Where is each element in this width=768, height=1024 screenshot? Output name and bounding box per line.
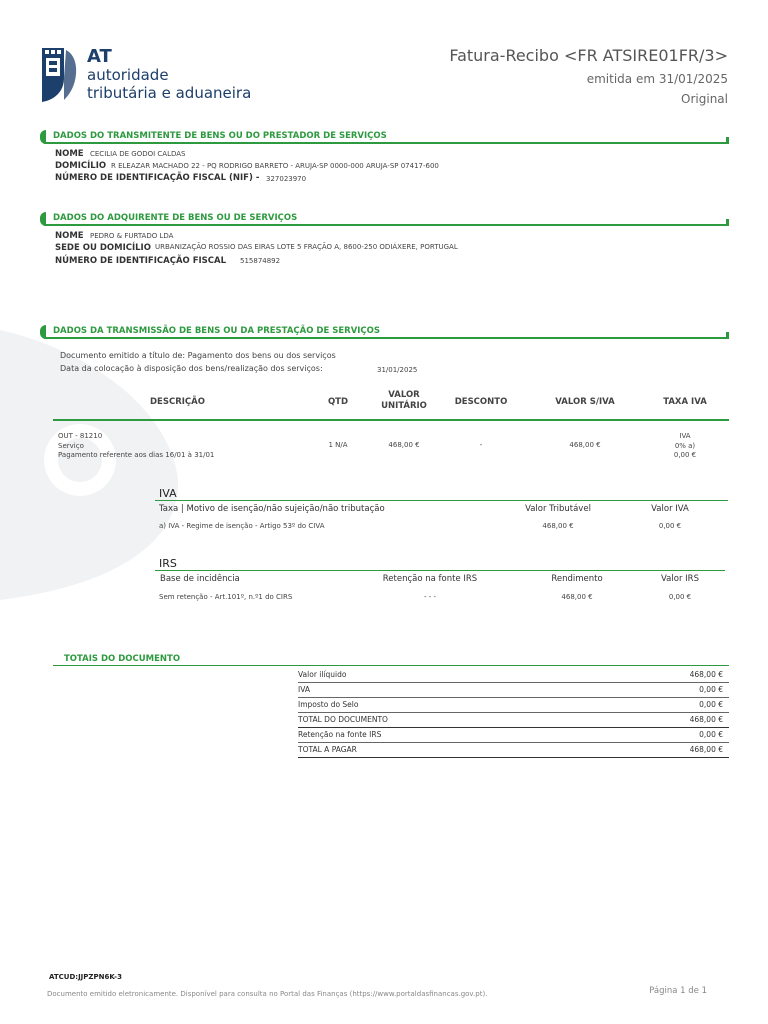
logo-abbreviation: AT xyxy=(87,46,112,67)
buyer-nif: 515874892 xyxy=(240,257,281,265)
totals-label: IVA xyxy=(298,685,310,694)
irs-col-income: Rendimento xyxy=(551,574,603,584)
col-unit-value: VALOR UNITÁRIO xyxy=(381,390,427,411)
issued-as-text: Documento emitido a título de: Pagamento dos bens ou dos serviços xyxy=(60,351,336,360)
totals-row-irs-withholding xyxy=(298,727,729,743)
iva-reason: a) IVA - Regime de isenção - Artigo 53º do CIVA xyxy=(159,522,325,530)
buyer-address-label: SEDE OU DOMICÍLIO xyxy=(55,243,151,253)
item-tax-value: 0,00 € xyxy=(673,451,697,459)
totals-value: 468,00 € xyxy=(689,715,723,724)
item-net-value: 468,00 € xyxy=(569,441,601,449)
irs-col-value: Valor IRS xyxy=(661,574,699,584)
irs-rule xyxy=(155,570,725,571)
iva-base: 468,00 € xyxy=(542,522,574,530)
issue-date: emitida em 31/01/2025 xyxy=(586,72,728,86)
totals-value: 468,00 € xyxy=(689,745,723,754)
irs-title: IRS xyxy=(159,557,177,570)
seller-nif-label: NÚMERO DE IDENTIFICAÇÃO FISCAL (NIF) - xyxy=(55,173,260,183)
copy-type: Original xyxy=(681,92,728,106)
buyer-nif-label: NÚMERO DE IDENTIFICAÇÃO FISCAL xyxy=(55,256,227,266)
seller-address: R ELEAZAR MACHADO 22 - PQ RODRIGO BARRETO - ARUJA-SP 0000-000 ARUJA-SP 07417-600 xyxy=(111,162,439,170)
col-tax-rate: TAXA IVA xyxy=(663,397,707,407)
totals-rule xyxy=(53,665,729,666)
buyer-section-header xyxy=(40,212,729,226)
irs-base: Sem retenção - Art.101º, n.º1 do CIRS xyxy=(159,593,293,601)
atcud-code: ATCUD:JJPZPN6K-3 xyxy=(49,973,122,981)
col-quantity: QTD xyxy=(327,397,349,407)
seller-nif: 327023970 xyxy=(266,175,307,183)
buyer-name-label: NOME xyxy=(55,231,84,241)
col-description: DESCRIÇÃO xyxy=(150,397,205,407)
seller-section-header xyxy=(40,130,729,144)
irs-withholding: - - - xyxy=(423,593,437,601)
iva-col-rate: Taxa | Motivo de isenção/não sujeição/não tributação xyxy=(159,504,385,514)
irs-value: 0,00 € xyxy=(668,593,692,601)
iva-value: 0,00 € xyxy=(658,522,682,530)
iva-title: IVA xyxy=(159,487,177,500)
availability-date: 31/01/2025 xyxy=(377,366,418,374)
col-discount: DESCONTO xyxy=(454,397,508,407)
col-net-value: VALOR S/IVA xyxy=(555,397,615,407)
item-type: Serviço xyxy=(58,441,84,450)
totals-value: 0,00 € xyxy=(699,700,723,709)
seller-address-label: DOMICÍLIO xyxy=(55,161,107,171)
totals-row-iva xyxy=(298,682,729,698)
document-title: Fatura-Recibo <FR ATSIRE01FR/3> xyxy=(449,46,728,65)
irs-income: 468,00 € xyxy=(561,593,593,601)
transmission-section-header xyxy=(40,325,729,339)
totals-row-stamp-duty xyxy=(298,697,729,713)
item-discount: - xyxy=(479,441,483,449)
logo-line-2: tributária e aduaneira xyxy=(87,84,252,102)
buyer-section-title: DADOS DO ADQUIRENTE DE BENS OU DE SERVIÇOS xyxy=(53,213,298,223)
logo-line-1: autoridade xyxy=(87,66,169,84)
totals-label: Imposto do Selo xyxy=(298,700,359,709)
iva-col-value: Valor IVA xyxy=(651,504,689,514)
table-header-rule xyxy=(53,419,729,421)
item-description: Pagamento referente aos dias 16/01 à 31/01 xyxy=(58,451,215,459)
table-row xyxy=(58,432,214,461)
totals-row-net xyxy=(298,667,729,683)
transmission-section-title: DADOS DA TRANSMISSÃO DE BENS OU DA PRESTAÇÃO DE SERVIÇOS xyxy=(53,326,381,336)
irs-col-base: Base de incidência xyxy=(160,574,240,584)
item-tax-type: IVA xyxy=(679,432,691,440)
totals-label: Retenção na fonte IRS xyxy=(298,730,382,739)
item-unit-value: 468,00 € xyxy=(388,441,420,449)
totals-row-document-total xyxy=(298,712,729,728)
totals-value: 468,00 € xyxy=(689,670,723,679)
item-code: OUT - 81210 xyxy=(58,432,103,440)
seller-name-label: NOME xyxy=(55,149,84,159)
totals-value: 0,00 € xyxy=(699,730,723,739)
availability-label: Data da colocação à disposição dos bens/realização dos serviços: xyxy=(60,364,323,373)
seller-name: CECILIA DE GODOI CALDAS xyxy=(90,150,186,158)
buyer-name: PEDRO & FURTADO LDA xyxy=(90,232,174,240)
totals-title: TOTAIS DO DOCUMENTO xyxy=(64,654,181,664)
totals-label: TOTAL A PAGAR xyxy=(298,745,357,754)
totals-value: 0,00 € xyxy=(699,685,723,694)
item-quantity: 1 N/A xyxy=(328,441,348,449)
seller-section-title: DADOS DO TRANSMITENTE DE BENS OU DO PRESTADOR DE SERVIÇOS xyxy=(53,131,387,141)
irs-col-withholding: Retenção na fonte IRS xyxy=(382,574,478,584)
totals-row-amount-due xyxy=(298,742,729,758)
item-tax xyxy=(650,432,720,461)
totals-label: Valor ilíquido xyxy=(298,670,347,679)
item-tax-rate: 0% a) xyxy=(674,441,696,450)
at-shield-logo xyxy=(40,44,78,104)
footer-note: Documento emitido eletronicamente. Disponível para consulta no Portal das Finanças (https://www.portaldasfinancas.gov.pt). xyxy=(47,990,488,998)
buyer-address: URBANIZAÇÃO ROSSIO DAS EIRAS LOTE 5 FRAÇÃO A, 8600-250 ODIÁXERE, PORTUGAL xyxy=(155,243,458,251)
iva-rule xyxy=(155,500,728,501)
page-number: Página 1 de 1 xyxy=(649,986,707,996)
iva-col-base: Valor Tributável xyxy=(525,504,591,514)
totals-label: TOTAL DO DOCUMENTO xyxy=(298,715,388,724)
